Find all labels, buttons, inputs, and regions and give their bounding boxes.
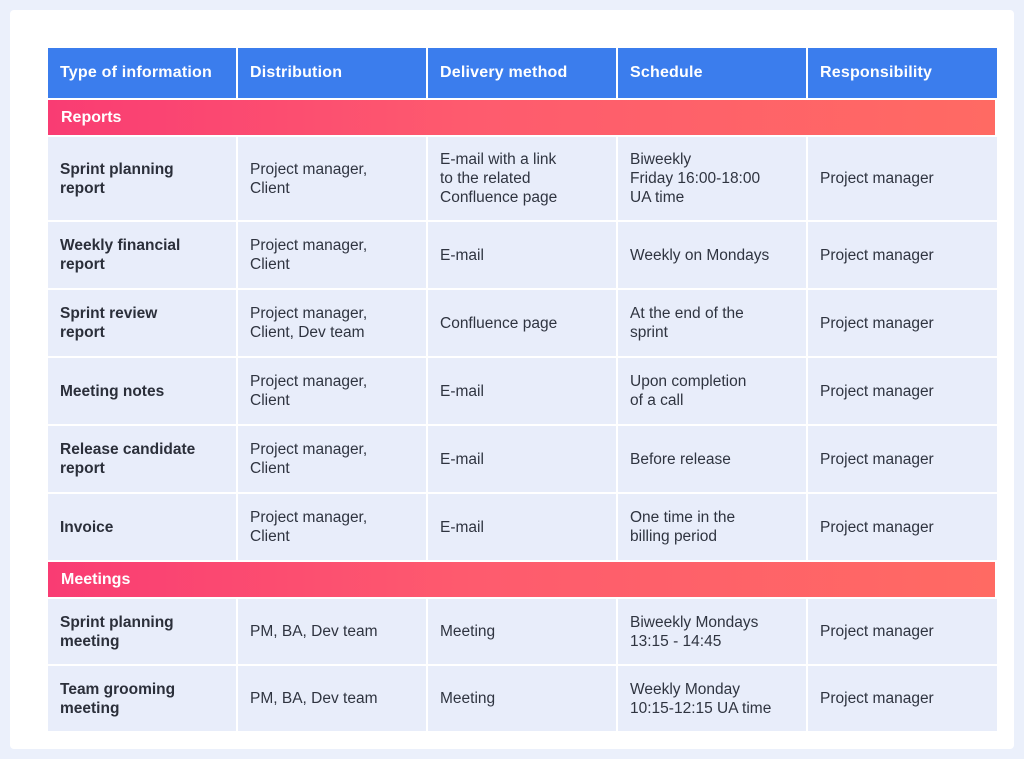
page-card (10, 10, 1014, 749)
cell-type: Invoice (48, 494, 236, 560)
cell-distribution: Project manager, Client (238, 426, 426, 492)
cell-type: Meeting notes (48, 358, 236, 424)
cell-type: Release candidate report (48, 426, 236, 492)
cell-schedule: Weekly Monday 10:15-12:15 UA time (618, 666, 806, 731)
table-header-row (48, 48, 995, 98)
cell-distribution: PM, BA, Dev team (238, 666, 426, 731)
cell-delivery-method: E-mail (428, 222, 616, 288)
cell-schedule: One time in the billing period (618, 494, 806, 560)
table-row (48, 599, 995, 664)
column-header-type: Type of information (48, 48, 236, 98)
cell-distribution: Project manager, Client (238, 494, 426, 560)
cell-schedule: At the end of the sprint (618, 290, 806, 356)
cell-delivery-method: Meeting (428, 666, 616, 731)
table-row (48, 494, 995, 560)
cell-schedule: Weekly on Mondays (618, 222, 806, 288)
cell-type: Sprint planning meeting (48, 599, 236, 664)
cell-responsibility: Project manager (808, 666, 997, 731)
cell-type: Weekly financial report (48, 222, 236, 288)
cell-schedule: Upon completion of a call (618, 358, 806, 424)
table-row (48, 666, 995, 731)
cell-delivery-method: Confluence page (428, 290, 616, 356)
cell-delivery-method: E-mail (428, 426, 616, 492)
cell-distribution: Project manager, Client, Dev team (238, 290, 426, 356)
cell-schedule: Biweekly Friday 16:00-18:00 UA time (618, 137, 806, 220)
column-header-distribution: Distribution (238, 48, 426, 98)
cell-delivery-method: E-mail (428, 494, 616, 560)
cell-schedule: Before release (618, 426, 806, 492)
cell-delivery-method: E-mail (428, 358, 616, 424)
table-row (48, 426, 995, 492)
column-header-delivery-method: Delivery method (428, 48, 616, 98)
cell-responsibility: Project manager (808, 494, 997, 560)
column-header-responsibility: Responsibility (808, 48, 997, 98)
table-row (48, 358, 995, 424)
cell-responsibility: Project manager (808, 222, 997, 288)
cell-distribution: Project manager, Client (238, 222, 426, 288)
cell-schedule: Biweekly Mondays 13:15 - 14:45 (618, 599, 806, 664)
cell-responsibility: Project manager (808, 426, 997, 492)
table-row (48, 290, 995, 356)
cell-responsibility: Project manager (808, 290, 997, 356)
cell-responsibility: Project manager (808, 599, 997, 664)
cell-type: Sprint review report (48, 290, 236, 356)
cell-type: Team grooming meeting (48, 666, 236, 731)
cell-type: Sprint planning report (48, 137, 236, 220)
cell-delivery-method: E-mail with a link to the related Confluence page (428, 137, 616, 220)
cell-delivery-method: Meeting (428, 599, 616, 664)
section-header-meetings: Meetings (48, 562, 995, 597)
table-row (48, 222, 995, 288)
cell-distribution: Project manager, Client (238, 358, 426, 424)
column-header-schedule: Schedule (618, 48, 806, 98)
table-row (48, 137, 995, 220)
cell-distribution: Project manager, Client (238, 137, 426, 220)
cell-responsibility: Project manager (808, 358, 997, 424)
cell-responsibility: Project manager (808, 137, 997, 220)
communication-plan-table (48, 48, 995, 731)
section-header-reports: Reports (48, 100, 995, 135)
cell-distribution: PM, BA, Dev team (238, 599, 426, 664)
